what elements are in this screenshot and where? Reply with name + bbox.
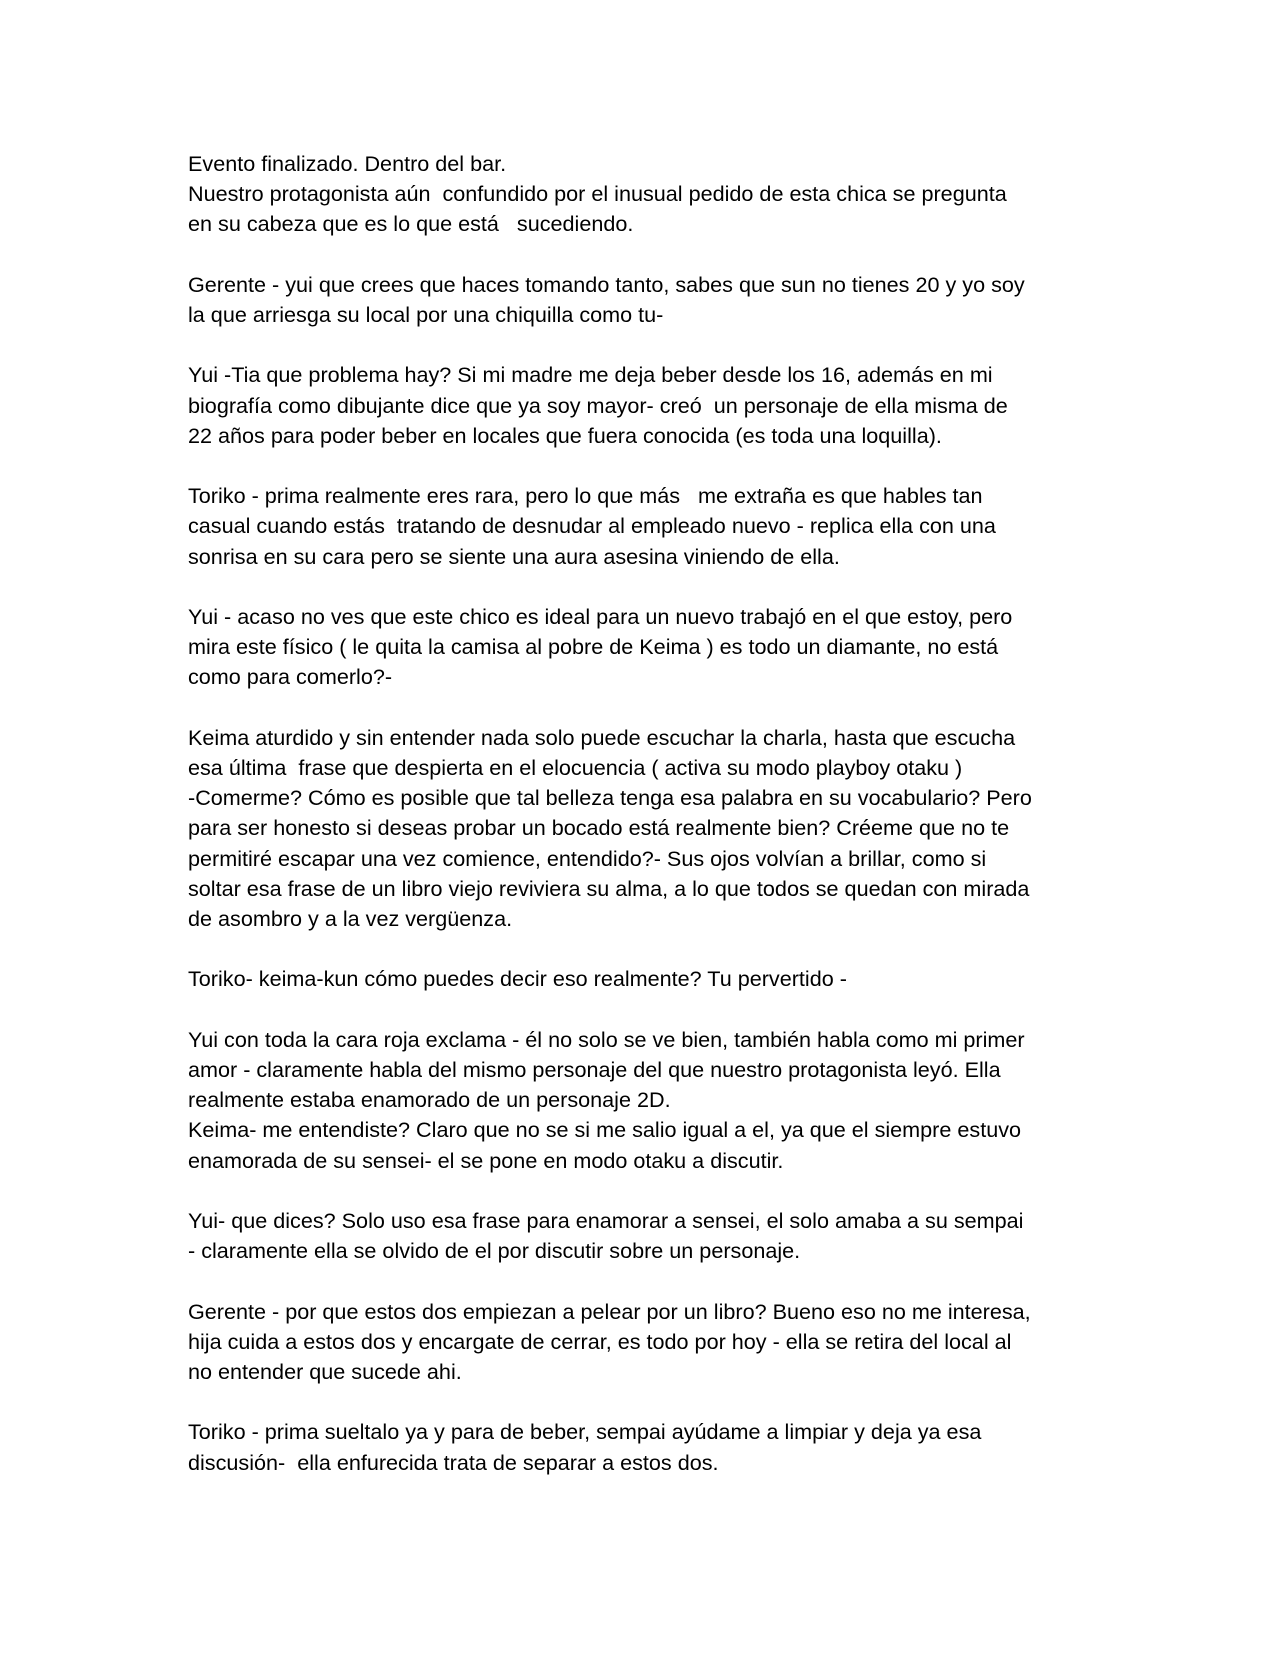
text-line: casual cuando estás tratando de desnudar al empleado nuevo - replica ella con una <box>188 513 996 539</box>
paragraph <box>188 602 1108 693</box>
text-line: permitiré escapar una vez comience, entendido?- Sus ojos volvían a brillar, como si <box>188 845 987 871</box>
text-line: enamorada de su sensei- el se pone en modo otaku a discutir. <box>188 1147 784 1173</box>
paragraph <box>188 723 1108 934</box>
paragraph <box>188 149 1108 240</box>
text-line: Nuestro protagonista aún confundido por el inusual pedido de esta chica se pregunta <box>188 181 1007 207</box>
document-body <box>188 149 1108 1478</box>
paragraph <box>188 964 1108 994</box>
text-line: -Comerme? Cómo es posible que tal belleza tenga esa palabra en su vocabulario? Pero <box>188 785 1032 811</box>
text-line: como para comerlo?- <box>188 664 393 690</box>
text-line: Gerente - yui que crees que haces tomando tanto, sabes que sun no tienes 20 y yo soy <box>188 271 1025 297</box>
paragraph <box>188 481 1108 572</box>
text-line: Toriko- keima-kun cómo puedes decir eso realmente? Tu pervertido - <box>188 966 847 992</box>
text-line: no entender que sucede ahi. <box>188 1358 462 1384</box>
text-line: Yui con toda la cara roja exclama - él no solo se ve bien, también habla como mi primer <box>188 1026 1025 1052</box>
text-line: en su cabeza que es lo que está sucediendo. <box>188 211 634 237</box>
paragraph <box>188 1206 1108 1266</box>
text-line: mira este físico ( le quita la camisa al pobre de Keima ) es todo un diamante, no está <box>188 634 999 660</box>
text-line: Yui - acaso no ves que este chico es ideal para un nuevo trabajó en el que estoy, pero <box>188 603 1013 629</box>
text-line: Yui -Tia que problema hay? Si mi madre me deja beber desde los 16, además en mi <box>188 362 993 388</box>
text-line: Toriko - prima realmente eres rara, pero lo que más me extraña es que hables tan <box>188 483 983 509</box>
text-line: - claramente ella se olvido de el por discutir sobre un personaje. <box>188 1238 801 1264</box>
paragraph <box>188 1417 1108 1477</box>
text-line: para ser honesto si deseas probar un bocado está realmente bien? Créeme que no te <box>188 815 1010 841</box>
text-line: Gerente - por que estos dos empiezan a pelear por un libro? Bueno eso no me interesa, <box>188 1298 1031 1324</box>
text-line: Yui- que dices? Solo uso esa frase para enamorar a sensei, el solo amaba a su sempai <box>188 1207 1024 1233</box>
text-line: sonrisa en su cara pero se siente una aura asesina viniendo de ella. <box>188 543 840 569</box>
text-line: Keima- me entendiste? Claro que no se si me salio igual a el, ya que el siempre estuvo <box>188 1117 1022 1143</box>
text-line: esa última frase que despierta en el elocuencia ( activa su modo playboy otaku ) <box>188 754 963 780</box>
text-line: de asombro y a la vez vergüenza. <box>188 906 513 931</box>
text-line: realmente estaba enamorado de un personaje 2D. <box>188 1087 671 1113</box>
text-line: soltar esa frase de un libro viejo reviviera su alma, a lo que todos se quedan con mirada <box>188 875 1030 901</box>
text-line: Keima aturdido y sin entender nada solo puede escuchar la charla, hasta que escucha <box>188 724 1016 750</box>
text-line: discusión- ella enfurecida trata de separar a estos dos. <box>188 1449 719 1475</box>
text-line: hija cuida a estos dos y encargate de cerrar, es todo por hoy - ella se retira del local al <box>188 1328 1012 1354</box>
paragraph <box>188 270 1108 330</box>
paragraph <box>188 360 1108 451</box>
text-line: biografía como dibujante dice que ya soy mayor- creó un personaje de ella misma de <box>188 392 1008 418</box>
text-line: Toriko - prima sueltalo ya y para de beber, sempai ayúdame a limpiar y deja ya esa <box>188 1419 982 1445</box>
text-line: amor - claramente habla del mismo personaje del que nuestro protagonista leyó. Ella <box>188 1056 1001 1082</box>
text-line: la que arriesga su local por una chiquilla como tu- <box>188 302 664 327</box>
paragraph <box>188 1297 1108 1388</box>
text-line: Evento finalizado. Dentro del bar. <box>188 151 507 176</box>
text-line: 22 años para poder beber en locales que fuera conocida (es toda una loquilla). <box>188 422 942 448</box>
paragraph <box>188 1025 1108 1176</box>
